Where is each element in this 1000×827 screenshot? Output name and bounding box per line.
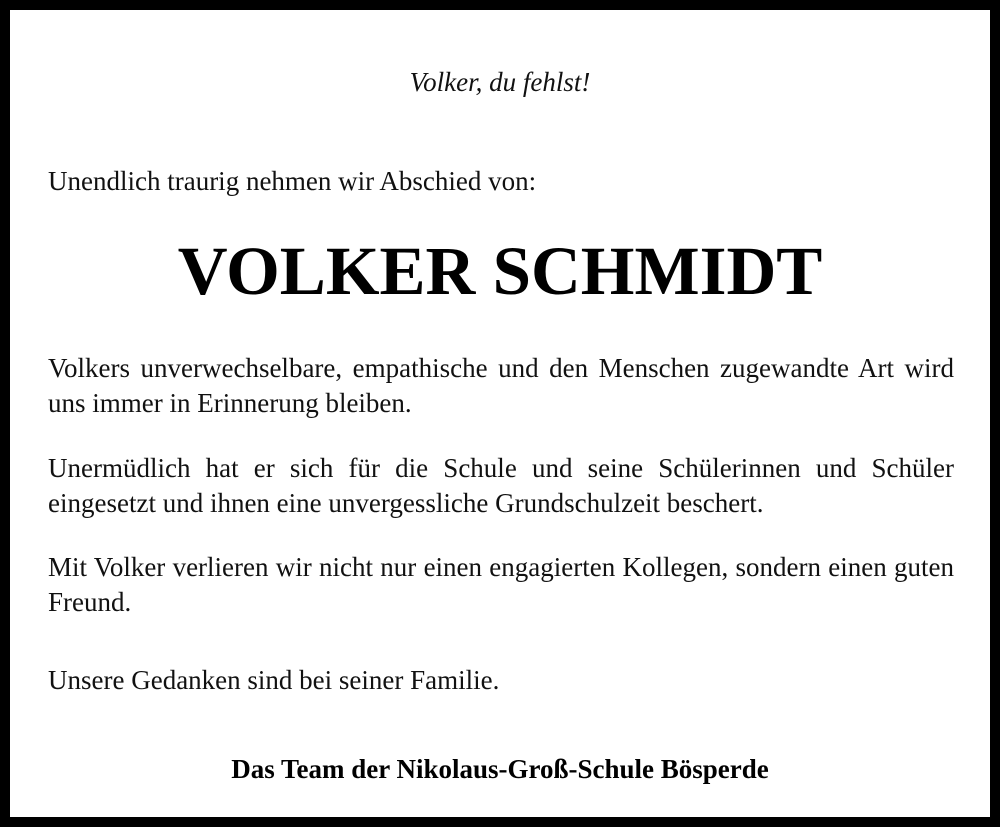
signature-line: Das Team der Nikolaus-Groß-Schule Bösperde: [231, 754, 769, 784]
deceased-name: VOLKER SCHMIDT: [177, 233, 823, 309]
intro-line: Unendlich traurig nehmen wir Abschied von:: [48, 166, 537, 196]
tribute-paragraph: Unermüdlich hat er sich für die Schule und seine Schülerinnen und Schüler eingesetzt und ihnen eine unvergessliche Grundschulzeit beschert.: [48, 453, 954, 518]
tribute-paragraph: Mit Volker verlieren wir nicht nur einen engagierten Kollegen, sondern einen guten Freund.: [48, 552, 954, 617]
closing-line: Unsere Gedanken sind bei seiner Familie.: [48, 665, 500, 695]
tribute-paragraph: Volkers unverwechselbare, empathische und den Menschen zugewandte Art wird uns immer in Erinnerung bleiben.: [48, 353, 954, 418]
motto-line: Volker, du fehlst!: [409, 67, 591, 97]
